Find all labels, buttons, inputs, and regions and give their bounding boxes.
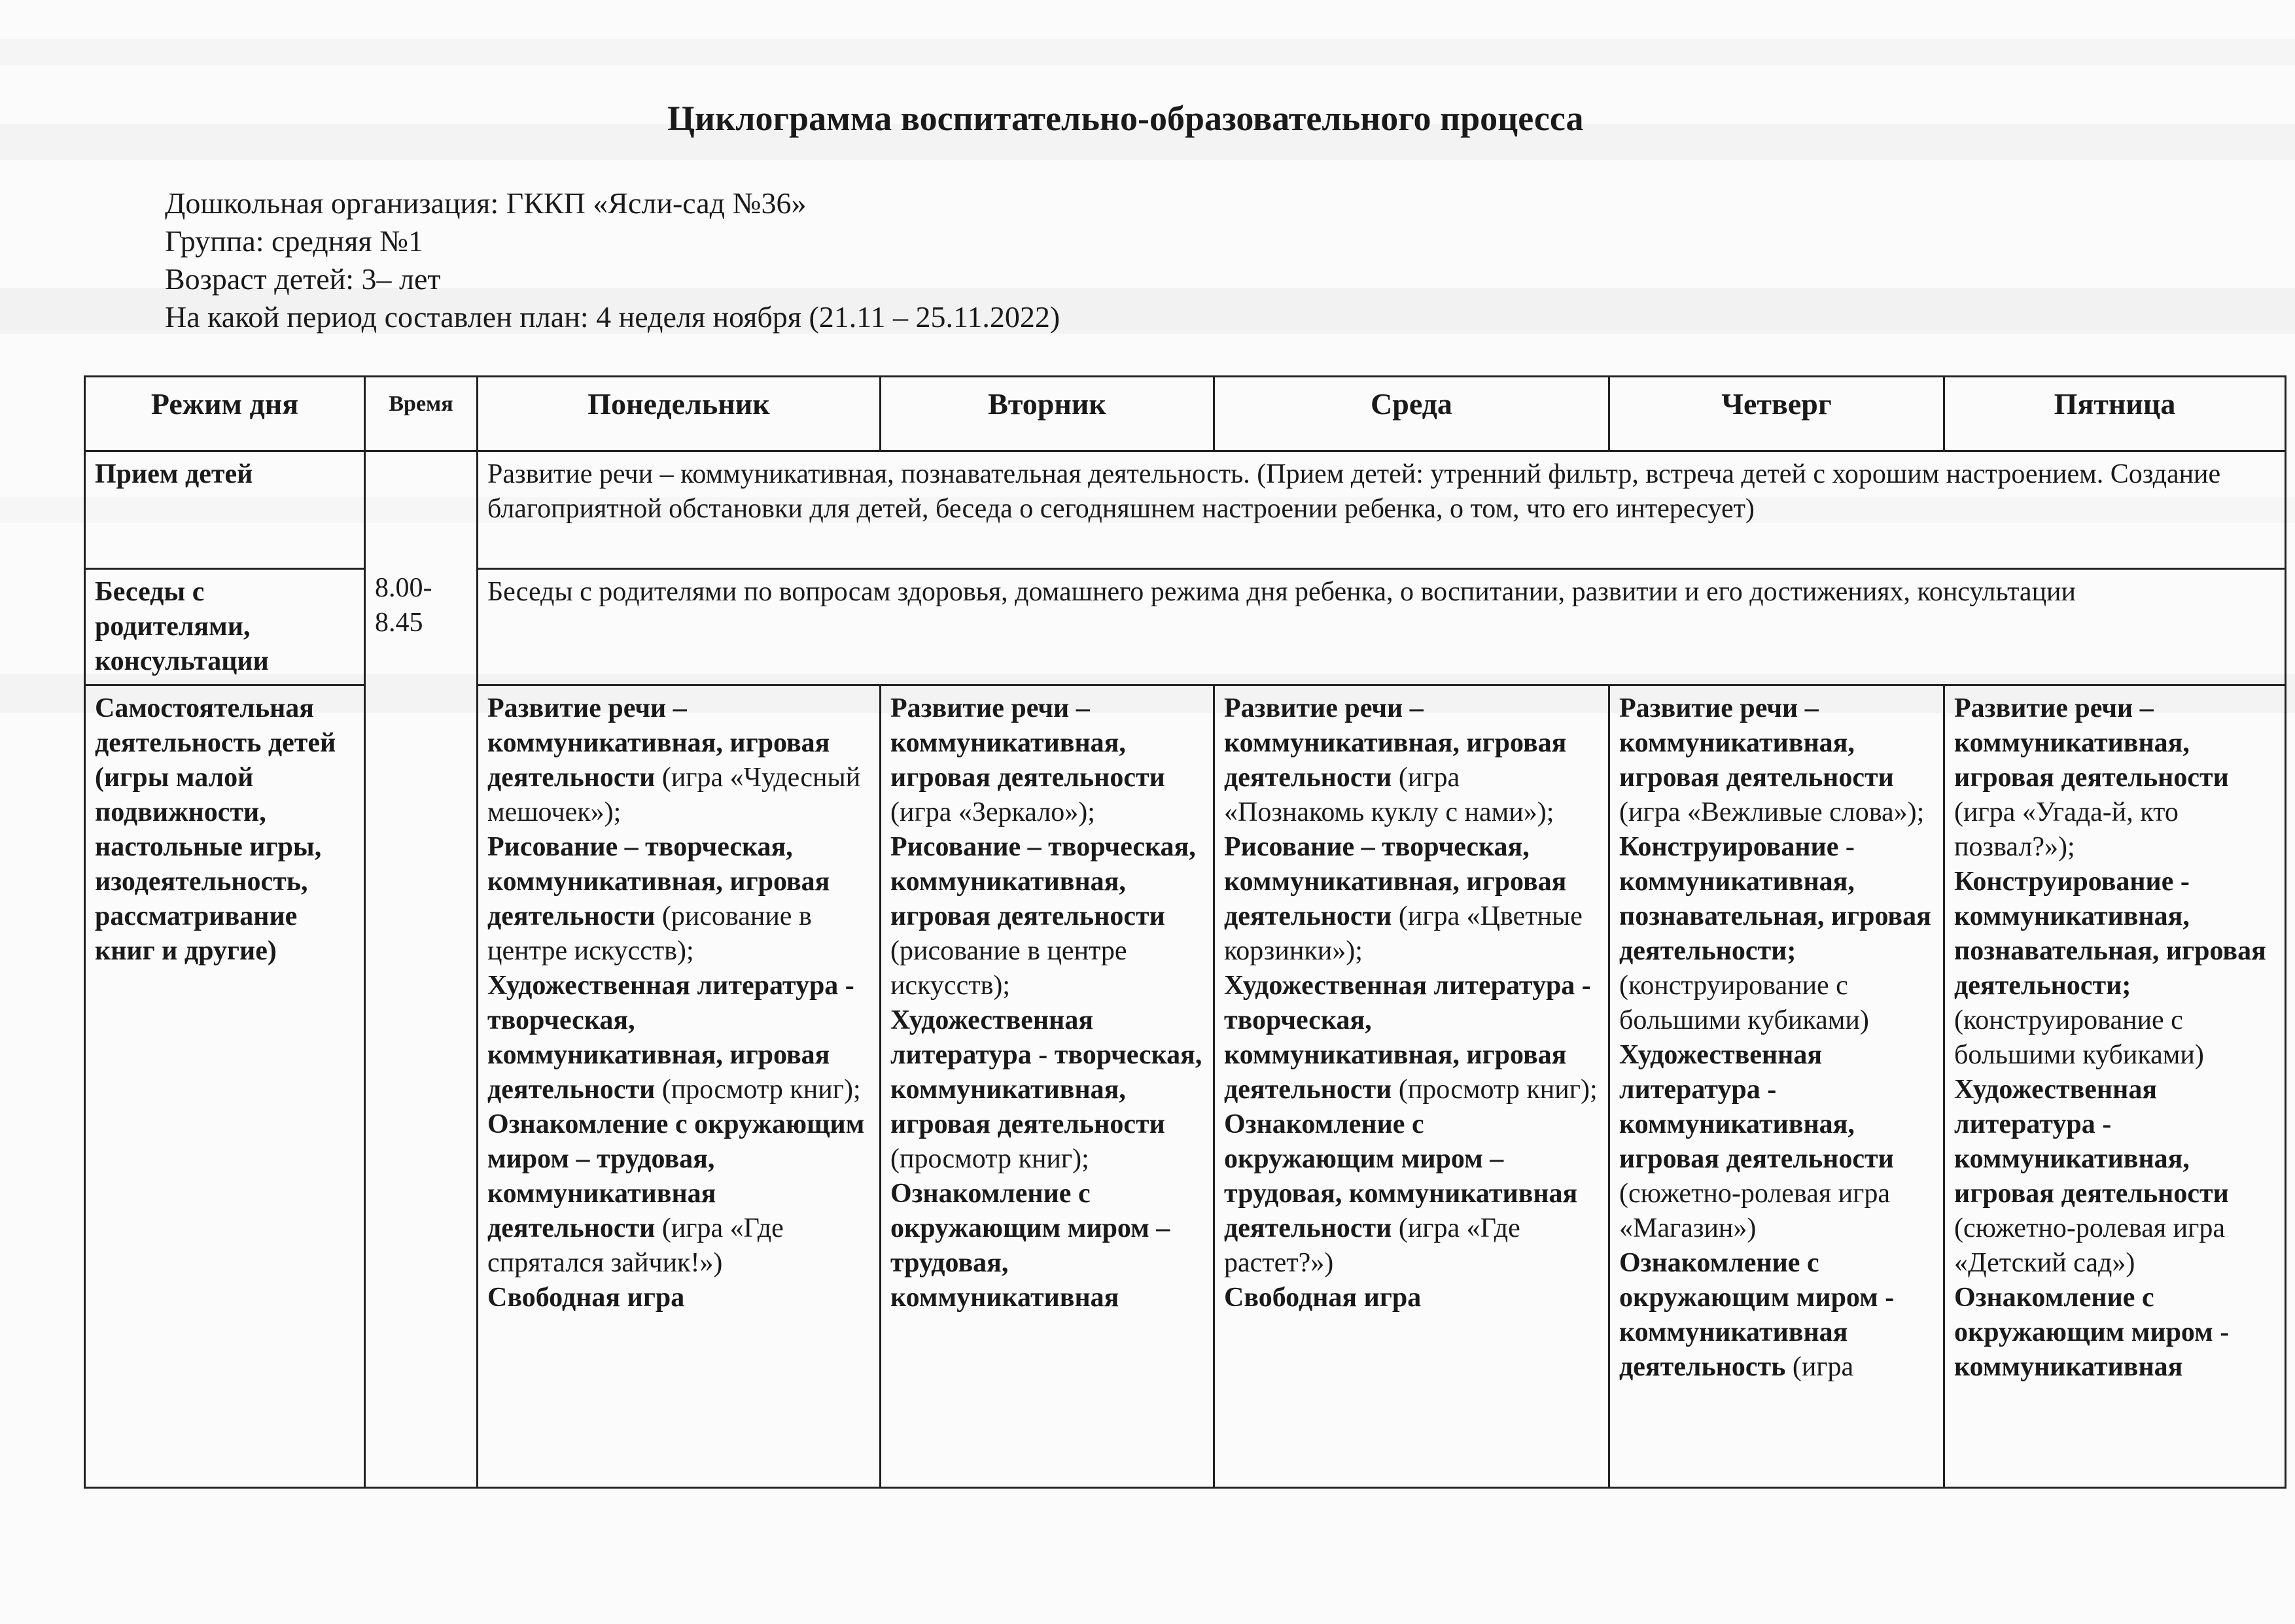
header-monday: Понедельник bbox=[478, 377, 881, 451]
activity-entry bbox=[487, 830, 870, 969]
activity-title: Конструирование - коммуникативная, познавательная, игровая деятельности; bbox=[1954, 867, 2266, 1001]
activity-detail: (игра «Где растет?») bbox=[1224, 1213, 1520, 1278]
activity-title: Рисование – творческая, коммуникативная, игровая деятельности bbox=[890, 832, 1196, 931]
activity-detail: (просмотр книг); bbox=[890, 1144, 1089, 1174]
organization-line: Дошкольная организация: ГККП «Ясли-сад №36» bbox=[165, 186, 807, 220]
activity-entry bbox=[1224, 969, 1599, 1107]
activity-detail: (конструирование с большими кубиками) bbox=[1619, 971, 1869, 1035]
time-value: 8.00-8.45 bbox=[375, 573, 432, 638]
schedule-table bbox=[84, 375, 2286, 1489]
activity-detail: (просмотр книг); bbox=[655, 1075, 861, 1105]
activity-detail: (сюжетно-ролевая игра «Детский сад») bbox=[1954, 1213, 2226, 1278]
activity-title: Ознакомление с окружающим миром – трудовая, коммуникативная деятельности bbox=[487, 1109, 865, 1243]
activity-detail: (сюжетно-ролевая игра «Магазин») bbox=[1619, 1179, 1891, 1243]
header-row bbox=[85, 377, 2286, 451]
activity-entry bbox=[890, 1003, 1204, 1177]
activity-detail: (конструирование с большими кубиками) bbox=[1954, 1005, 2204, 1070]
activity-detail: (игра bbox=[1785, 1352, 1854, 1382]
activity-title: Ознакомление с окружающим миром – трудовая, коммуникативная bbox=[890, 1179, 1170, 1313]
activity-entry bbox=[1224, 830, 1599, 969]
activity-entry bbox=[890, 691, 1204, 830]
day-cell-tuesday bbox=[881, 685, 1214, 1488]
day-cell-thursday bbox=[1609, 685, 1944, 1488]
activity-title: Художественная литература - коммуникативная, игровая деятельности bbox=[1619, 1040, 1894, 1174]
activity-entry bbox=[1619, 830, 1934, 1038]
activity-entry bbox=[1224, 1107, 1599, 1281]
scan-artifact bbox=[0, 39, 2295, 65]
regime-independent: Самостоятельная деятельность детей (игры малой подвижности, настольные игры, изодеятельность, рассматривание книг и другие) bbox=[85, 685, 365, 1488]
activity-entry bbox=[1954, 865, 2275, 1073]
activity-title: Рисование – творческая, коммуникативная, игровая деятельности bbox=[487, 832, 830, 931]
day-cell-friday bbox=[1944, 685, 2286, 1488]
regime-reception: Прием детей bbox=[85, 451, 365, 569]
activity-detail: (игра «Чудесный мешочек»); bbox=[487, 763, 861, 827]
reception-content: Развитие речи – коммуникативная, познавательная деятельность. (Прием детей: утренний фильтр, встреча детей с хорошим настроением. Создание благоприятной обстановки для детей, беседа о сегодняшнем настроении ребенка, о том, что его интересует) bbox=[478, 451, 2286, 569]
header-wednesday: Среда bbox=[1214, 377, 1609, 451]
document-title: Циклограмма воспитательно-образовательного процесса bbox=[667, 99, 1584, 138]
day-cell-wednesday bbox=[1214, 685, 1609, 1488]
activity-title: Художественная литература - творческая, коммуникативная, игровая деятельности bbox=[890, 1005, 1202, 1139]
activity-entry bbox=[1954, 1281, 2275, 1385]
group-line: Группа: средняя №1 bbox=[165, 224, 423, 258]
activity-entry bbox=[487, 1107, 870, 1281]
activity-title: Ознакомление с окружающим миром - коммуникативная bbox=[1954, 1283, 2230, 1382]
activity-title: Ознакомление с окружающим миром - коммуникативная деятельность bbox=[1619, 1248, 1895, 1382]
period-line: На какой период составлен план: 4 неделя ноября (21.11 – 25.11.2022) bbox=[165, 300, 1060, 334]
activity-entry bbox=[890, 1177, 1204, 1315]
activity-title: Художественная литература - творческая, коммуникативная, игровая деятельности bbox=[487, 971, 854, 1105]
activity-detail: (просмотр книг); bbox=[1392, 1075, 1598, 1105]
activity-entry bbox=[1619, 1246, 1934, 1385]
activity-detail: (игра «Где спрятался зайчик!») bbox=[487, 1213, 784, 1278]
activity-entry bbox=[890, 830, 1204, 1003]
activity-title: Рисование – творческая, коммуникативная, игровая деятельности bbox=[1224, 832, 1567, 931]
activity-title: Художественная литература - творческая, коммуникативная, игровая деятельности bbox=[1224, 971, 1591, 1105]
activity-detail: (рисование в центре искусств); bbox=[890, 936, 1127, 1001]
activity-detail: (игра «Зеркало»); bbox=[890, 797, 1095, 827]
activity-detail: (рисование в центре искусств); bbox=[487, 901, 812, 966]
activity-title: Художественная литература - коммуникативная, игровая деятельности bbox=[1954, 1075, 2229, 1209]
age-line: Возраст детей: 3– лет bbox=[165, 262, 441, 296]
activity-entry bbox=[1954, 691, 2275, 865]
activity-detail: (игра «Вежливые слова»); bbox=[1619, 797, 1925, 827]
regime-talks: Беседы с родителями, консультации bbox=[85, 569, 365, 685]
time-cell bbox=[365, 451, 478, 1488]
activity-entry bbox=[1224, 691, 1599, 830]
activity-entry bbox=[1224, 1281, 1599, 1315]
activity-title: Конструирование - коммуникативная, познавательная, игровая деятельности; bbox=[1619, 832, 1931, 966]
header-thursday: Четверг bbox=[1609, 377, 1944, 451]
activity-entry bbox=[1954, 1073, 2275, 1281]
activity-title: Развитие речи – коммуникативная, игровая деятельности bbox=[890, 693, 1165, 793]
activity-title: Развитие речи – коммуникативная, игровая деятельности bbox=[1224, 693, 1567, 793]
talks-content: Беседы с родителями по вопросам здоровья, домашнего режима дня ребенка, о воспитании, развитии и его достижениях, консультации bbox=[478, 569, 2286, 685]
table-row bbox=[85, 451, 2286, 569]
activity-detail: (игра «Познакомь куклу с нами»); bbox=[1224, 763, 1554, 827]
activity-entry bbox=[1619, 1038, 1934, 1246]
header-regime: Режим дня bbox=[85, 377, 365, 451]
activity-entry bbox=[487, 1281, 870, 1315]
activity-entry bbox=[1619, 691, 1934, 830]
activity-title: Развитие речи – коммуникативная, игровая деятельности bbox=[1619, 693, 1894, 793]
header-time: Время bbox=[365, 377, 478, 451]
header-tuesday: Вторник bbox=[881, 377, 1214, 451]
activity-title: Свободная игра bbox=[1224, 1283, 1422, 1313]
activity-detail: (игра «Цветные корзинки»); bbox=[1224, 901, 1583, 966]
header-friday: Пятница bbox=[1944, 377, 2286, 451]
day-cell-monday bbox=[478, 685, 881, 1488]
activity-title: Ознакомление с окружающим миром – трудовая, коммуникативная деятельности bbox=[1224, 1109, 1578, 1243]
activity-title: Свободная игра bbox=[487, 1283, 685, 1313]
activity-title: Развитие речи – коммуникативная, игровая деятельности bbox=[487, 693, 830, 793]
activity-entry bbox=[487, 969, 870, 1107]
activity-entry bbox=[487, 691, 870, 830]
activity-detail: (игра «Угада-й, кто позвал?»); bbox=[1954, 797, 2179, 862]
activity-title: Развитие речи – коммуникативная, игровая деятельности bbox=[1954, 693, 2229, 793]
